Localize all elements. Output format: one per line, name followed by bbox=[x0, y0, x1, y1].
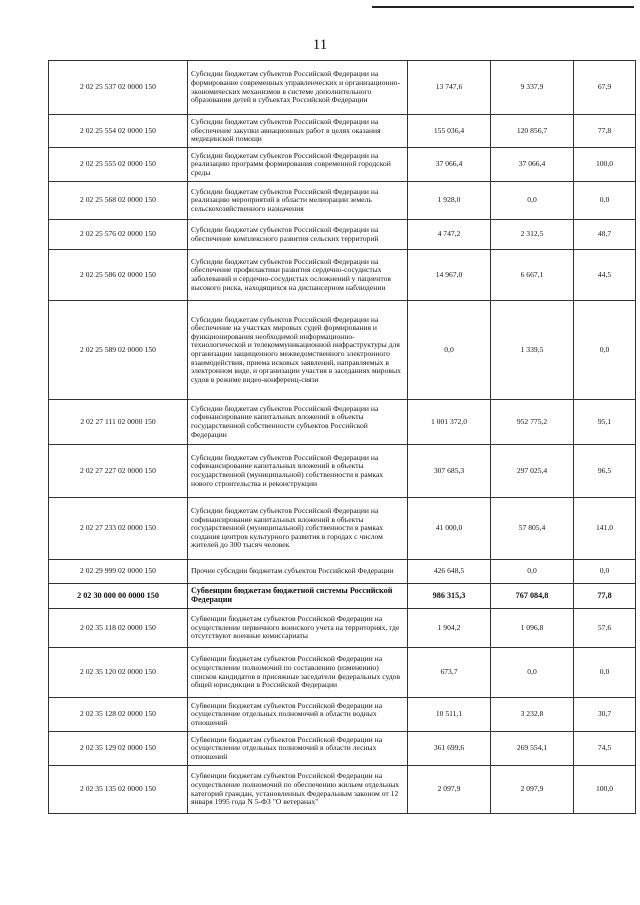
plan-amount-cell: 14 967,0 bbox=[408, 250, 491, 301]
description-cell: Субвенции бюджетам субъектов Российской Федерации на осуществление отдельных полномочий в области лесных отношений bbox=[188, 732, 408, 766]
actual-amount-cell: 37 066,4 bbox=[491, 148, 574, 182]
table-row bbox=[49, 498, 636, 560]
page-number: 11 bbox=[312, 37, 328, 53]
table-row bbox=[49, 445, 636, 498]
actual-amount-cell: 0,0 bbox=[491, 182, 574, 220]
budget-code-cell: 2 02 25 576 02 0000 150 bbox=[49, 220, 188, 250]
top-rule bbox=[372, 6, 634, 8]
budget-code-cell: 2 02 35 129 02 0000 150 bbox=[49, 732, 188, 766]
actual-amount-cell: 0,0 bbox=[491, 560, 574, 584]
percent-cell: 0,0 bbox=[574, 301, 636, 400]
budget-code-cell: 2 02 25 554 02 0000 150 bbox=[49, 115, 188, 148]
description-cell: Субвенции бюджетам субъектов Российской Федерации на осуществление полномочий по обеспечению жильем отдельных категорий граждан, установленных Федеральным законом от 12 января 1995 года N 5-ФЗ "О ветеранах" bbox=[188, 766, 408, 814]
percent-cell: 100,0 bbox=[574, 148, 636, 182]
percent-cell: 74,5 bbox=[574, 732, 636, 766]
budget-code-cell: 2 02 25 586 02 0000 150 bbox=[49, 250, 188, 301]
percent-cell: 141,0 bbox=[574, 498, 636, 560]
actual-amount-cell: 1 096,8 bbox=[491, 609, 574, 648]
table-row bbox=[49, 732, 636, 766]
plan-amount-cell: 0,0 bbox=[408, 301, 491, 400]
actual-amount-cell: 269 554,1 bbox=[491, 732, 574, 766]
percent-cell: 0,0 bbox=[574, 182, 636, 220]
description-cell: Субсидии бюджетам субъектов Российской Федерации на обеспечение на участках мировых судей формирования и функционирования необходимой информационно-технологической и телекоммуникационной инфраструктуры для организации защищенного межведомственного электронного взаимодействия, приема исковых заявлений, направляемых в электронном виде, и организации участия в заседаниях мировых судов в режиме видео-конференц-связи bbox=[188, 301, 408, 400]
percent-cell: 95,1 bbox=[574, 400, 636, 445]
budget-code-cell: 2 02 30 000 00 0000 150 bbox=[49, 584, 188, 609]
plan-amount-cell: 1 904,2 bbox=[408, 609, 491, 648]
description-cell: Субсидии бюджетам субъектов Российской Федерации на формирование современных управленческих и организационно-экономических механизмов в системе дополнительного образования детей в субъектах Российской Федерации bbox=[188, 61, 408, 115]
table-row bbox=[49, 698, 636, 732]
description-cell: Субсидии бюджетам субъектов Российской Федерации на софинансирование капитальных вложений в объекты государственной (муниципальной) собственности в рамках нового строительства и реконструкции bbox=[188, 445, 408, 498]
percent-cell: 30,7 bbox=[574, 698, 636, 732]
description-cell: Субвенции бюджетам бюджетной системы Российской Федерации bbox=[188, 584, 408, 609]
actual-amount-cell: 1 339,5 bbox=[491, 301, 574, 400]
budget-code-cell: 2 02 29 999 02 0000 150 bbox=[49, 560, 188, 584]
plan-amount-cell: 155 036,4 bbox=[408, 115, 491, 148]
plan-amount-cell: 307 685,3 bbox=[408, 445, 491, 498]
percent-cell: 48,7 bbox=[574, 220, 636, 250]
description-cell: Субсидии бюджетам субъектов Российской Федерации на обеспечение закупки авиационных работ в целях оказания медицинской помощи bbox=[188, 115, 408, 148]
budget-code-cell: 2 02 27 233 02 0000 150 bbox=[49, 498, 188, 560]
percent-cell: 77,8 bbox=[574, 115, 636, 148]
percent-cell: 100,0 bbox=[574, 766, 636, 814]
budget-code-cell: 2 02 35 120 02 0000 150 bbox=[49, 648, 188, 698]
description-cell: Субвенции бюджетам субъектов Российской Федерации на осуществление первичного воинского учета на территориях, где отсутствуют военные комиссариаты bbox=[188, 609, 408, 648]
description-cell: Прочие субсидии бюджетам субъектов Российской Федерации bbox=[188, 560, 408, 584]
plan-amount-cell: 1 928,0 bbox=[408, 182, 491, 220]
description-cell: Субвенции бюджетам субъектов Российской Федерации на осуществление отдельных полномочий в области водных отношений bbox=[188, 698, 408, 732]
plan-amount-cell: 361 699,6 bbox=[408, 732, 491, 766]
budget-code-cell: 2 02 25 537 02 0000 150 bbox=[49, 61, 188, 115]
percent-cell: 0,0 bbox=[574, 560, 636, 584]
percent-cell: 0,0 bbox=[574, 648, 636, 698]
actual-amount-cell: 767 084,8 bbox=[491, 584, 574, 609]
plan-amount-cell: 986 315,3 bbox=[408, 584, 491, 609]
description-cell: Субвенции бюджетам субъектов Российской Федерации на осуществление полномочий по составлению (изменению) списков кандидатов в присяжные заседатели федеральных судов общей юрисдикции в Российской Федерации bbox=[188, 648, 408, 698]
plan-amount-cell: 1 001 372,0 bbox=[408, 400, 491, 445]
budget-code-cell: 2 02 35 128 02 0000 150 bbox=[49, 698, 188, 732]
budget-code-cell: 2 02 25 555 02 0000 150 bbox=[49, 148, 188, 182]
plan-amount-cell: 37 066,4 bbox=[408, 148, 491, 182]
percent-cell: 96,5 bbox=[574, 445, 636, 498]
actual-amount-cell: 120 856,7 bbox=[491, 115, 574, 148]
description-cell: Субсидии бюджетам субъектов Российской Федерации на софинансирование капитальных вложений в объекты государственной (муниципальной) собственности в рамках создания центров культурного развития в городах с числом жителей до 300 тысяч человек bbox=[188, 498, 408, 560]
budget-code-cell: 2 02 25 568 02 0000 150 bbox=[49, 182, 188, 220]
budget-code-cell: 2 02 27 227 02 0000 150 bbox=[49, 445, 188, 498]
plan-amount-cell: 2 097,9 bbox=[408, 766, 491, 814]
table-row bbox=[49, 560, 636, 584]
actual-amount-cell: 57 805,4 bbox=[491, 498, 574, 560]
description-cell: Субсидии бюджетам субъектов Российской Федерации на реализацию программ формирования современной городской среды bbox=[188, 148, 408, 182]
table-row bbox=[49, 584, 636, 609]
table-row bbox=[49, 182, 636, 220]
description-cell: Субсидии бюджетам субъектов Российской Федерации на реализацию мероприятий в области мелиорации земель сельскохозяйственного назначения bbox=[188, 182, 408, 220]
plan-amount-cell: 13 747,6 bbox=[408, 61, 491, 115]
description-cell: Субсидии бюджетам субъектов Российской Федерации на софинансирование капитальных вложений в объекты государственной собственности субъектов Российской Федерации bbox=[188, 400, 408, 445]
actual-amount-cell: 0,0 bbox=[491, 648, 574, 698]
percent-cell: 44,5 bbox=[574, 250, 636, 301]
table-row bbox=[49, 115, 636, 148]
actual-amount-cell: 6 667,1 bbox=[491, 250, 574, 301]
percent-cell: 77,8 bbox=[574, 584, 636, 609]
table-row bbox=[49, 766, 636, 814]
percent-cell: 57,6 bbox=[574, 609, 636, 648]
percent-cell: 67,9 bbox=[574, 61, 636, 115]
table-row bbox=[49, 400, 636, 445]
actual-amount-cell: 2 312,5 bbox=[491, 220, 574, 250]
table-row bbox=[49, 220, 636, 250]
budget-table bbox=[48, 60, 636, 814]
plan-amount-cell: 41 000,0 bbox=[408, 498, 491, 560]
description-cell: Субсидии бюджетам субъектов Российской Федерации на обеспечение профилактики развития сердечно-сосудистых заболеваний и сердечно-сосудистых осложнений у пациентов высокого риска, находящихся на диспансерном наблюдении bbox=[188, 250, 408, 301]
table-row bbox=[49, 250, 636, 301]
plan-amount-cell: 4 747,2 bbox=[408, 220, 491, 250]
actual-amount-cell: 9 337,9 bbox=[491, 61, 574, 115]
table-row bbox=[49, 648, 636, 698]
budget-code-cell: 2 02 27 111 02 0000 150 bbox=[49, 400, 188, 445]
budget-code-cell: 2 02 35 135 02 0000 150 bbox=[49, 766, 188, 814]
budget-code-cell: 2 02 25 589 02 0000 150 bbox=[49, 301, 188, 400]
actual-amount-cell: 952 775,2 bbox=[491, 400, 574, 445]
table-row bbox=[49, 301, 636, 400]
table-row bbox=[49, 148, 636, 182]
table-row bbox=[49, 61, 636, 115]
plan-amount-cell: 10 511,1 bbox=[408, 698, 491, 732]
budget-code-cell: 2 02 35 118 02 0000 150 bbox=[49, 609, 188, 648]
plan-amount-cell: 673,7 bbox=[408, 648, 491, 698]
actual-amount-cell: 3 232,8 bbox=[491, 698, 574, 732]
plan-amount-cell: 426 648,5 bbox=[408, 560, 491, 584]
description-cell: Субсидии бюджетам субъектов Российской Федерации на обеспечение комплексного развития сельских территорий bbox=[188, 220, 408, 250]
actual-amount-cell: 2 097,9 bbox=[491, 766, 574, 814]
actual-amount-cell: 297 025,4 bbox=[491, 445, 574, 498]
table-row bbox=[49, 609, 636, 648]
